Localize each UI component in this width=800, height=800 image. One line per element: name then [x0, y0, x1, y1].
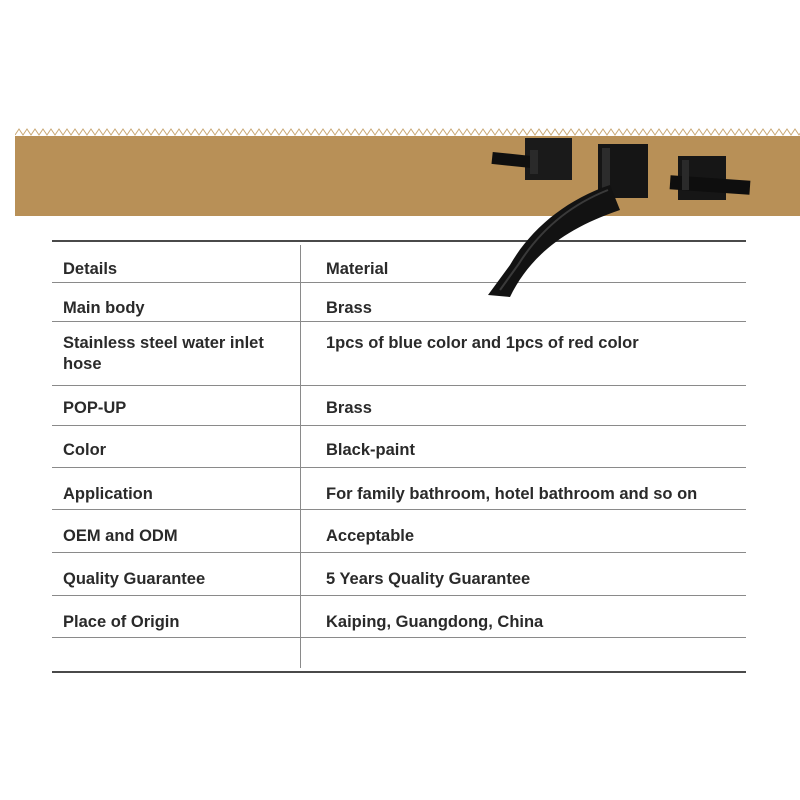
row-value: Kaiping, Guangdong, China [326, 613, 544, 631]
row-label: Application [52, 468, 301, 509]
row-label: Stainless steel water inlet hose [52, 322, 301, 385]
row-value: Acceptable [326, 527, 415, 545]
table-row [52, 322, 746, 386]
left-handle-icon [491, 138, 572, 180]
table-row [52, 553, 746, 596]
row-value: Black-paint [326, 441, 415, 459]
row-label: Quality Guarantee [52, 553, 301, 595]
row-label: OEM and ODM [52, 510, 301, 552]
row-label: Main body [52, 283, 301, 321]
row-value: For family bathroom, hotel bathroom and so on [326, 485, 698, 503]
table-row [52, 638, 746, 668]
row-label: Details [52, 245, 301, 282]
row-value: Material [326, 260, 389, 278]
right-handle-icon [670, 156, 751, 200]
table-bottom-rule [52, 671, 746, 673]
row-value: 1pcs of blue color and 1pcs of red color [326, 334, 639, 352]
row-value: Brass [326, 399, 372, 417]
row-label [52, 638, 301, 668]
table-row [52, 510, 746, 553]
row-label: Place of Origin [52, 596, 301, 637]
table-row [52, 386, 746, 426]
row-label: Color [52, 426, 301, 467]
row-value: Brass [326, 299, 372, 317]
table-row [52, 596, 746, 638]
row-label: POP-UP [52, 386, 301, 425]
faucet-image [470, 130, 770, 310]
table-row [52, 426, 746, 468]
table-row [52, 468, 746, 510]
row-value [301, 638, 746, 668]
row-value: 5 Years Quality Guarantee [326, 570, 531, 588]
